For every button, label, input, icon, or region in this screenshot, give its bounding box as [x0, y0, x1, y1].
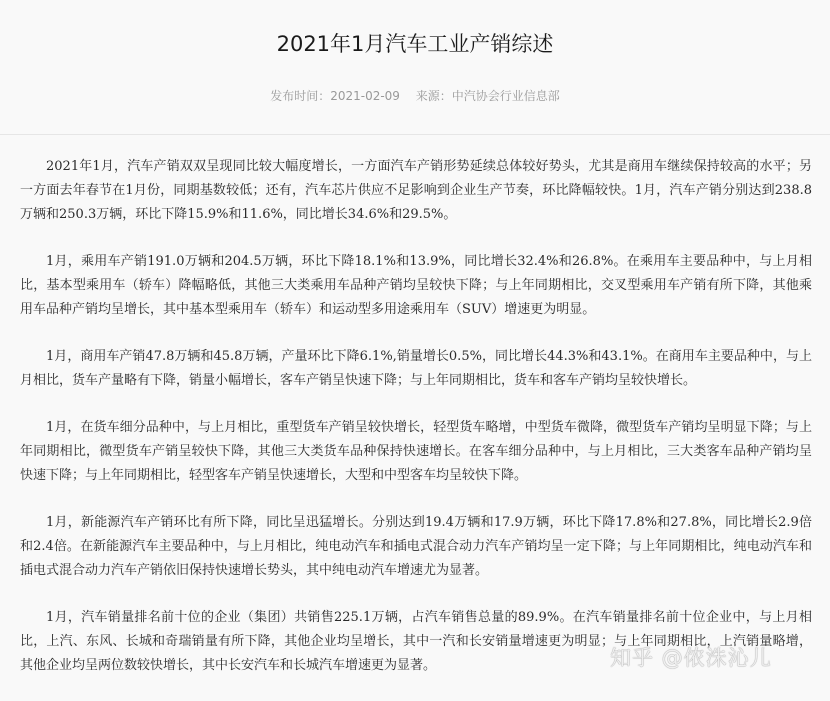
header-divider	[0, 134, 830, 135]
paragraph-trucks-buses: 1月，在货车细分品种中，与上月相比，重型货车产销呈较快增长，轻型货车略增，中型货车微降，微型货车产销均呈明显下降；与上年同期相比，微型货车产销呈较快下降，其他三大类货车品种保持快速增长。在客车细分品种中，与上月相比，三大类客车品种产销均呈快速下降；与上年同期相比，轻型客车产销呈快速增长，大型和中型客车均呈较快下降。	[20, 420, 812, 483]
paragraph-overview: 2021年1月，汽车产销双双呈现同比较大幅度增长，一方面汽车产销形势延续总体较好势头，尤其是商用车继续保持较高的水平；另一方面去年春节在1月份，同期基数较低；还有，汽车芯片供应不足影响到企业生产节奏，环比降幅较快。1月，汽车产销分别达到238.8万辆和250.3万辆，环比下降15.9%和11.6%，同比增长34.6%和29.5%。	[20, 159, 812, 222]
paragraph-top-ten: 1月，汽车销量排名前十位的企业（集团）共销售225.1万辆，占汽车销售总量的89.9%。在汽车销量排名前十位企业中，与上月相比，上汽、东风、长城和奇瑞销量有所下降，其他企业均呈增长，其中一汽和长安销量增速更为明显；与上年同期相比，上汽销量略增，其他企业均呈两位数较快增长，其中长安汽车和长城汽车增速更为显著。	[20, 610, 812, 673]
article-source: 来源：中汽协会行业信息部	[415, 89, 560, 103]
publish-time: 发布时间：2021-02-09	[270, 89, 400, 103]
article-title: 2021年1月汽车工业产销综述	[276, 32, 554, 56]
article-body	[20, 155, 812, 701]
zhihu-watermark: 知乎 @侬洙沁儿	[610, 646, 772, 670]
paragraph-new-energy: 1月，新能源汽车产销环比有所下降，同比呈迅猛增长。分别达到19.4万辆和17.9万辆，环比下降17.8%和27.8%，同比增长2.9倍和2.4倍。在新能源汽车主要品种中，与上月相比，纯电动汽车和插电式混合动力汽车产销均呈一定下降；与上年同期相比，纯电动汽车和插电式混合动力汽车产销依旧保持快速增长势头，其中纯电动汽车增速尤为显著。	[20, 515, 812, 578]
paragraph-commercial-vehicles: 1月，商用车产销47.8万辆和45.8万辆，产量环比下降6.1%,销量增长0.5%，同比增长44.3%和43.1%。在商用车主要品种中，与上月相比，货车产量略有下降，销量小幅增长，客车产销呈快速下降；与上年同期相比，货车和客车产销均呈较快增长。	[20, 349, 812, 388]
paragraph-passenger-cars: 1月，乘用车产销191.0万辆和204.5万辆，环比下降18.1%和13.9%，同比增长32.4%和26.8%。在乘用车主要品种中，与上月相比，基本型乘用车（轿车）降幅略低，其他三大类乘用车品种产销均呈较快下降；与上年同期相比，交叉型乘用车产销有所下降，其他乘用车品种产销均呈增长，其中基本型乘用车（轿车）和运动型多用途乘用车（SUV）增速更为明显。	[20, 254, 812, 317]
article-meta	[0, 87, 830, 104]
